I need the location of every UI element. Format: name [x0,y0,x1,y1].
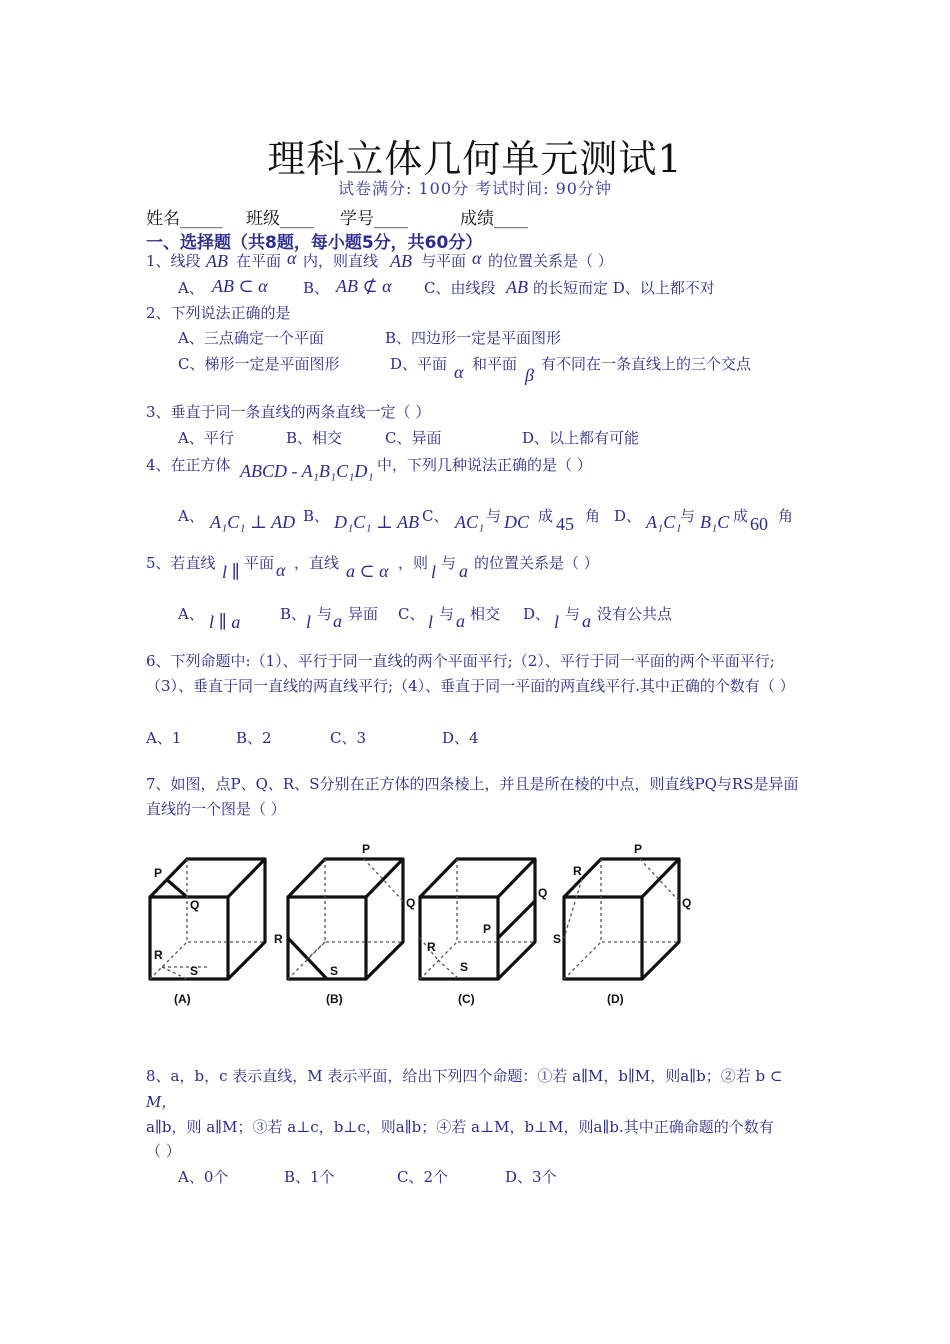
q2-option-d: D、平面 [390,355,448,373]
q5-option-d-math: a [582,611,591,631]
q8-option-d: D、3个 [505,1168,557,1186]
q8-option-c: C、2个 [397,1168,449,1186]
q4-math: ABCD - A₁B₁C₁D₁ [240,461,374,481]
q5-text: 与 [441,554,457,572]
q1-math: α [472,248,482,268]
label-s: S [190,964,199,978]
label-q: Q [682,896,692,910]
q4-text: 与 [680,507,696,525]
label-p: P [634,842,643,856]
q5-option-b: B、 [280,605,307,623]
q5-text: 相交 [470,605,501,623]
q1-text: 与平面 [421,252,467,270]
q1-text: 在平面 [236,252,282,270]
caption-c: (C) [458,992,475,1006]
q3-option-b: B、相交 [286,429,343,447]
q1-text: 1、线段 [146,252,201,270]
label-q: Q [190,898,200,912]
q3-option-a: A、平行 [178,429,234,447]
q6-option-a: A、1 [146,729,182,747]
caption-b: (B) [326,992,343,1006]
q2-text: 有不同在一条直线上的三个交点 [541,355,752,373]
label-s: S [460,960,469,974]
label-q: Q [406,896,416,910]
q3-stem: 3、垂直于同一条直线的两条直线一定（ ） [146,403,431,421]
name-field: 姓名_____ [146,209,223,229]
q3-option-c: C、异面 [385,429,442,447]
q2-math: α [454,362,464,382]
label-r: R [274,932,283,946]
q4-option-d-math: 60 [750,514,768,534]
q4-option-a: A、 [178,507,204,525]
label-r: R [427,940,436,954]
q4-option-b: B、 [303,507,330,525]
q2-option-b: B、四边形一定是平面图形 [385,329,562,347]
q1-text: 的位置关系是（ ） [488,252,613,270]
label-r: R [154,948,163,962]
q5-text: 没有公共点 [597,605,673,623]
q4-option-a-math: A₁C₁ ⊥ AD [210,512,296,532]
q8-line-2: M， [146,1093,177,1111]
q6-option-b: B、2 [236,729,272,747]
q2-option-a: A、三点确定一个平面 [178,329,324,347]
q5-text: 平面 [244,554,275,572]
q5-text: 与 [317,605,333,623]
section-heading: 一、选择题（共8题，每小题5分，共60分） [146,233,483,253]
q5-text: 的位置关系是（ ） [474,554,599,572]
exam-subtitle: 试卷满分: 100分 考试时间: 90分钟 [338,179,612,198]
q5-math: a ⊂ α [346,561,389,581]
q5-option-a: A、 [178,605,204,623]
q5-text: ，直线 [294,554,340,572]
q5-option-d: D、 [523,605,551,623]
q5-math: l ∥ [222,562,240,582]
q2-stem: 2、下列说法正确的是 [146,304,291,322]
q4-option-d-math: A₁C₁ [646,512,682,532]
q1-option-b: B、 [303,279,330,297]
q5-option-c-math: l [428,612,434,632]
q8-line-3: a∥b，则 a∥M；③若 a⊥c，b⊥c，则a∥b；④若 a⊥M，b⊥M，则a∥b.其中正确命题的个数有 [146,1118,774,1136]
q8-line-4: （ ） [146,1142,181,1160]
label-s: S [330,964,339,978]
q5-math: l [431,562,437,582]
label-p: P [483,922,492,936]
label-p: P [154,866,163,880]
q1-math: α [287,248,297,268]
q2-math: β [525,365,534,385]
q5-text: 5、若直线 [146,554,216,572]
q2-text: 和平面 [472,355,518,373]
q5-text: 异面 [348,605,379,623]
q4-text: 成 [538,507,554,525]
q1-text: 内，则直线 [303,252,379,270]
label-s: S [553,932,562,946]
q5-option-a-math: l ∥ a [209,612,241,632]
page-title: 理科立体几何单元测试1 [267,137,683,181]
q5-option-c-math: a [456,611,465,631]
q4-option-c: C、 [422,507,449,525]
q5-text: 与 [565,605,581,623]
q4-option-c-math: 45 [556,514,574,534]
label-p: P [362,842,371,856]
q4-text: 4、在正方体 [146,456,231,474]
label-q: Q [538,886,548,900]
q6-option-c: C、3 [330,729,367,747]
q5-text: ，则 [398,554,429,572]
q5-text: 与 [439,605,455,623]
q1-math: AB [390,251,412,271]
q5-math: α [276,560,286,580]
q5-math: a [459,561,468,581]
q4-option-c-math: AC₁ [455,512,485,532]
caption-a: (A) [174,992,191,1006]
q5-option-b-math: l [306,612,312,632]
q1-option-a-math: AB ⊂ α [212,276,268,296]
q3-option-d: D、以上都有可能 [522,429,640,447]
q4-option-d: D、 [614,507,642,525]
q8-option-a: A、0个 [178,1168,229,1186]
q1-math: AB [206,251,228,271]
q6-stem: 6、下列命题中:（1）、平行于同一直线的两个平面平行;（2）、平行于同一平面的两个平面平行;（3）、垂直于同一直线的两直线平行;（4）、垂直于同一平面的两直线平行.其中正确的个数有（ ） [146,652,795,695]
q5-option-c: C、 [398,605,425,623]
q1-option-c: C、由线段 [424,279,496,297]
q4-text: 成 [733,507,749,525]
q4-text: 中，下列几种说法正确的是（ ） [377,456,592,474]
student-id-field: 学号____ [340,209,408,229]
q4-text: 角 [778,507,794,525]
q6-option-d: D、4 [442,729,479,747]
q8-option-b: B、1个 [284,1168,335,1186]
q4-option-b-math: D₁C₁ ⊥ AB [334,512,420,532]
q4-text: 角 [585,507,601,525]
label-r: R [573,864,582,878]
cube-figures [140,835,710,1015]
q1-option-a: A、 [178,279,204,297]
score-field: 成绩____ [460,209,528,229]
q4-text: 与 [486,507,502,525]
q4-option-d-math: B₁C [700,512,730,532]
q2-option-c: C、梯形一定是平面图形 [178,355,340,373]
q4-option-c-math: DC [504,512,530,532]
caption-d: (D) [607,992,624,1006]
q8-line-1: 8、a，b，c 表示直线，M 表示平面，给出下列四个命题：①若 a∥M，b∥M，则a∥b；②若 b ⊂ [146,1067,783,1085]
q5-option-d-math: l [554,612,560,632]
class-field: 班级____ [246,209,314,229]
q1-option-c-math: AB [506,277,528,297]
q1-option-d: 的长短而定 D、以上都不对 [533,279,715,297]
q5-option-b-math: a [333,611,342,631]
q1-option-b-math: AB ⊄ α [336,276,392,296]
q7-stem: 7、如图，点P、Q、R、S分别在正方体的四条棱上，并且是所在棱的中点，则直线PQ与RS是异面直线的一个图是（ ） [146,775,799,818]
